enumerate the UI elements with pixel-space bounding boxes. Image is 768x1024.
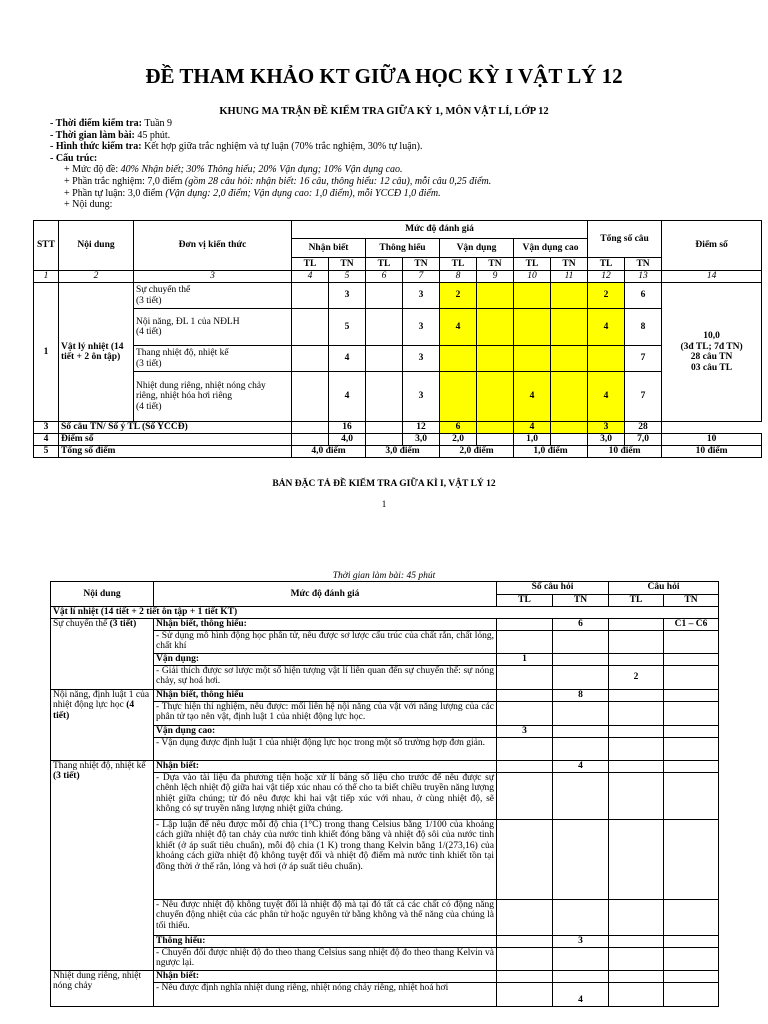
info-mc-value: (gồm 28 câu hỏi: nhận biết: 16 câu, thông hiểu: 12 câu), mỗi câu 0,25 điểm. — [184, 175, 492, 187]
matrix-total-row — [34, 446, 762, 458]
time-note: Thời gian làm bài: 45 phút — [332, 571, 436, 581]
cell-empty — [609, 947, 664, 970]
spec-header-count: Số câu hỏi — [497, 582, 609, 595]
row4-total-tl: 3,0 — [588, 434, 625, 446]
cell-empty — [497, 630, 553, 653]
info-essay — [50, 188, 750, 200]
cell-empty — [553, 630, 609, 653]
requirement-desc: - Nêu được nhiệt độ không tuyệt đối là nhiệt độ mà tại đó tất cả các chất có động năng chuyển động nhiệt của các phân tử hoặc nguyên tử bằng không và thế năng của chúng là tối thiểu. — [154, 899, 497, 935]
unit-th-tn: 3 — [403, 346, 440, 372]
row5-stt: 5 — [34, 446, 59, 458]
cell-empty — [497, 935, 553, 947]
requirement-desc: - Vận dụng được định luật 1 của nhiệt động lực học trong một số trường hợp đơn giản. — [154, 737, 497, 760]
cell-empty — [609, 689, 664, 701]
matrix-unit-row — [34, 346, 762, 372]
column-number: 3 — [134, 271, 292, 283]
cell-empty — [497, 760, 553, 772]
cell-empty — [477, 309, 514, 346]
requirement-desc: - Sử dụng mô hình động học phân tử, nêu được sơ lược cấu trúc của chất rắn, chất lỏng, chất khí — [154, 630, 497, 653]
unit-name: Thang nhiệt độ, nhiệt kế (3 tiết) — [134, 346, 292, 372]
column-number: 10 — [514, 271, 551, 283]
unit-vdc-tl — [514, 309, 551, 346]
cell-empty — [553, 899, 609, 935]
cell-empty — [551, 346, 588, 372]
matrix-header-row — [34, 221, 762, 239]
row4-vd-tl: 2,0 — [440, 434, 477, 446]
header-unit: Đơn vị kiến thức — [134, 221, 292, 271]
unit-total-tl: 4 — [588, 372, 625, 422]
count-tn: 8 — [553, 689, 609, 701]
unit-total-tn: 7 — [625, 372, 662, 422]
row4-score: 10 — [662, 434, 762, 446]
cell-empty — [497, 665, 553, 689]
tl-label: TL — [440, 258, 477, 271]
unit-vd-tl — [440, 372, 477, 422]
row4-nb-tn: 4,0 — [329, 434, 366, 446]
header-content: Nội dung — [59, 221, 134, 271]
header-stt: STT — [34, 221, 59, 271]
cell-empty — [366, 372, 403, 422]
column-number: 12 — [588, 271, 625, 283]
row1-stt: 1 — [34, 283, 59, 422]
cell-empty — [292, 372, 329, 422]
matrix-table — [33, 220, 762, 458]
unit-name: Nội năng, ĐL 1 của NĐLH (4 tiết) — [134, 309, 292, 346]
row5-total: 10 điểm — [588, 446, 662, 458]
unit-name: Nhiệt dung riêng, nhiệt nóng chảy riêng, nhiệt hóa hơi riêng (4 tiết) — [134, 372, 292, 422]
requirement-desc: - Chuyển đổi được nhiệt độ đo theo thang Celsius sang nhiệt độ đo theo thang Kelvin và ngược lại. — [154, 947, 497, 970]
level-understand: Thông hiểu — [366, 239, 440, 258]
cell-empty — [497, 618, 553, 630]
cell-empty — [551, 372, 588, 422]
info-structure — [50, 153, 750, 165]
info-duration — [50, 130, 750, 142]
unit-total-tn: 7 — [625, 346, 662, 372]
unit-th-tn: 3 — [403, 372, 440, 422]
cell-empty — [664, 701, 719, 725]
info-content-label: + Nội dung: — [64, 199, 113, 211]
spec-row — [51, 760, 719, 772]
cell-empty — [292, 346, 329, 372]
info-time — [50, 118, 750, 130]
tn-label: TN — [329, 258, 366, 271]
row5-nb: 4,0 điểm — [292, 446, 366, 458]
cell-empty — [497, 701, 553, 725]
tl-label: TL — [292, 258, 329, 271]
cell-empty — [664, 630, 719, 653]
cell-empty — [664, 653, 719, 665]
row5-vd: 2,0 điểm — [440, 446, 514, 458]
cell-empty — [664, 819, 719, 899]
unit-name: Sự chuyển thể (3 tiết) — [134, 283, 292, 309]
topic-hours: (4 tiết) — [53, 700, 135, 721]
unit-th-tn: 3 — [403, 283, 440, 309]
row3-total-tn: 28 — [625, 422, 662, 434]
row3-vdc-tl: 4 — [514, 422, 551, 434]
count-tn: 6 — [553, 618, 609, 630]
info-form-value: Kết hợp giữa trắc nghiệm và tự luận (70% trắc nghiệm, 30% tự luận). — [141, 141, 423, 153]
cell-empty — [664, 935, 719, 947]
column-number: 13 — [625, 271, 662, 283]
cell-empty — [609, 772, 664, 819]
unit-total-tl: 2 — [588, 283, 625, 309]
topic-name — [51, 760, 154, 970]
cell-empty — [609, 819, 664, 899]
level-label: Thông hiểu: — [154, 935, 497, 947]
info-duration-label: - Thời gian làm bài: — [50, 129, 135, 141]
unit-nb-tn: 5 — [329, 309, 366, 346]
topic-title: Sự chuyển thể — [53, 618, 110, 629]
cell-empty — [551, 309, 588, 346]
row4-stt: 4 — [34, 434, 59, 446]
requirement-desc: - Giải thích được sơ lược một số hiện tượng vật lí liên quan đến sự chuyển thể: sự nóng chảy, sự hoá hơi. — [154, 665, 497, 689]
topic-hours: (3 tiết) — [109, 618, 137, 629]
cell-empty — [553, 737, 609, 760]
cell-empty — [609, 653, 664, 665]
matrix-unit-row — [34, 309, 762, 346]
unit-vd-tl: 4 — [440, 309, 477, 346]
count-tn: 4 — [553, 760, 609, 772]
topic-title: Nội năng, định luật 1 của nhiệt động lực học — [53, 689, 150, 710]
column-number: 9 — [477, 271, 514, 283]
unit-total-tn: 8 — [625, 309, 662, 346]
cell-empty — [609, 935, 664, 947]
column-number: 1 — [34, 271, 59, 283]
row5-vdc: 1,0 điểm — [514, 446, 588, 458]
spec-header-row — [51, 582, 719, 595]
column-number: 6 — [366, 271, 403, 283]
info-level-label: + Mức độ đề: — [64, 164, 121, 176]
header-score: Điểm số — [662, 221, 762, 271]
cell-empty — [609, 982, 664, 1006]
count-tn: 3 — [553, 935, 609, 947]
cell-empty — [366, 434, 403, 446]
matrix-unit-row — [34, 372, 762, 422]
topic-hours: (3 tiết) — [53, 771, 80, 781]
matrix-count-row — [34, 422, 762, 434]
topic-name — [51, 689, 154, 760]
tl-label: TL — [609, 595, 664, 607]
column-number: 11 — [551, 271, 588, 283]
cell-empty — [609, 701, 664, 725]
cell-empty — [551, 422, 588, 434]
cell-empty — [292, 283, 329, 309]
spec-header-content: Nội dung — [51, 582, 154, 607]
topic-name — [51, 618, 154, 689]
tn-label: TN — [553, 595, 609, 607]
matrix-score-row — [34, 434, 762, 446]
cell-empty — [553, 947, 609, 970]
row4-th-tn: 3,0 — [403, 434, 440, 446]
tn-label: TN — [477, 258, 514, 271]
unit-vdc-tl: 4 — [514, 372, 551, 422]
level-label: Nhận biết, thông hiểu — [154, 689, 497, 701]
cell-empty — [497, 970, 553, 982]
column-number-row — [34, 271, 762, 283]
tl-label: TL — [497, 595, 553, 607]
tn-label: TN — [403, 258, 440, 271]
spec-row — [51, 689, 719, 701]
cell-empty — [664, 725, 719, 737]
cell-empty — [551, 283, 588, 309]
cell-empty — [497, 947, 553, 970]
cell-empty — [609, 630, 664, 653]
cell-empty — [477, 283, 514, 309]
info-level-value: 40% Nhận biết; 30% Thông hiểu; 20% Vận dụng; 10% Vận dụng cao. — [120, 164, 403, 176]
row5-label: Tổng số điểm — [59, 446, 292, 458]
cell-empty — [553, 653, 609, 665]
question-tn: C1 – C6 — [664, 618, 719, 630]
row1-content: Vật lý nhiệt (14 tiết + 2 ôn tập) — [59, 283, 134, 422]
spec-section-label: Vật lí nhiệt (14 tiết + 2 tiết ôn tập + 1 tiết KT) — [51, 606, 719, 618]
level-apply-high: Vận dụng cao — [514, 239, 588, 258]
unit-nb-tn: 3 — [329, 283, 366, 309]
row3-label: Số câu TN/ Số ý TL (Số YCCĐ) — [59, 422, 292, 434]
row3-vd-tl: 6 — [440, 422, 477, 434]
cell-empty — [553, 725, 609, 737]
level-label: Nhận biết, thông hiểu: — [154, 618, 497, 630]
cell-empty — [497, 689, 553, 701]
column-number: 4 — [292, 271, 329, 283]
unit-vdc-tl — [514, 283, 551, 309]
unit-nb-tn: 4 — [329, 372, 366, 422]
header-total: Tổng số câu — [588, 221, 662, 258]
count-tl: 1 — [497, 653, 553, 665]
cell-empty — [366, 309, 403, 346]
cell-empty — [609, 737, 664, 760]
row4-vdc-tl: 1,0 — [514, 434, 551, 446]
exam-info — [50, 118, 750, 211]
count-tl: 3 — [497, 725, 553, 737]
level-apply: Vận dụng — [440, 239, 514, 258]
cell-empty — [664, 947, 719, 970]
cell-empty — [664, 970, 719, 982]
row3-total-tl: 3 — [588, 422, 625, 434]
tn-label: TN — [551, 258, 588, 271]
cell-empty — [609, 618, 664, 630]
tl-label: TL — [588, 258, 625, 271]
cell-empty — [497, 772, 553, 819]
count-tn: 4 — [553, 982, 609, 1006]
tl-label: TL — [366, 258, 403, 271]
unit-total-tn: 6 — [625, 283, 662, 309]
row3-stt: 3 — [34, 422, 59, 434]
column-number: 2 — [59, 271, 134, 283]
page-number: 1 — [381, 500, 387, 510]
info-level — [50, 164, 750, 176]
spec-section-title: BẢN ĐẶC TẢ ĐỀ KIỂM TRA GIỮA KÌ I, VẬT LÝ 12 — [272, 479, 496, 489]
cell-empty — [292, 434, 329, 446]
spec-header-level: Mức độ đánh giá — [154, 582, 497, 607]
column-number: 8 — [440, 271, 477, 283]
requirement-desc: - Thực hiện thí nghiệm, nêu được: mối liên hệ nội năng của vật với năng lượng của các phân tử tạo nên vật, định luật 1 của nhiệt động lực học. — [154, 701, 497, 725]
unit-total-tl — [588, 346, 625, 372]
row4-label: Điểm số — [59, 434, 292, 446]
tn-label: TN — [625, 258, 662, 271]
info-time-value: Tuần 9 — [142, 118, 173, 129]
row4-total-tn: 7,0 — [625, 434, 662, 446]
column-number: 7 — [403, 271, 440, 283]
requirement-desc: - Lập luận để nêu được mỗi độ chia (1°C) trong thang Celsius bằng 1/100 của khoảng cách giữa nhiệt độ tan chảy của nước tinh khiết đóng băng và nhiệt độ sôi của nước tinh khiết (ở áp suất tiêu chuẩn), mỗi độ chia (1 K) trong thang Kelvin bằng 1/(273,16) của khoảng cách giữa nhiệt độ không tuyệt đối và nhiệt độ điểm mà nước tinh khiết tồn tại đồng thời ở thể rắn, lỏng và hơi (ở áp suất tiêu chuẩn). — [154, 819, 497, 899]
question-tl: 2 — [609, 665, 664, 689]
level-recognize: Nhận biết — [292, 239, 366, 258]
unit-th-tn: 3 — [403, 309, 440, 346]
unit-nb-tn: 4 — [329, 346, 366, 372]
info-form — [50, 141, 750, 153]
cell-empty — [477, 422, 514, 434]
info-essay-label: + Phần tự luận: 3,0 điểm — [64, 187, 166, 199]
spec-section-row — [51, 606, 719, 618]
cell-empty — [366, 422, 403, 434]
unit-vd-tl: 2 — [440, 283, 477, 309]
info-content — [50, 199, 750, 211]
info-mc — [50, 176, 750, 188]
cell-empty — [664, 982, 719, 1006]
unit-vd-tl — [440, 346, 477, 372]
column-number: 14 — [662, 271, 762, 283]
cell-empty — [477, 346, 514, 372]
cell-empty — [497, 982, 553, 1006]
requirement-desc: - Dựa vào tài liệu đa phương tiện hoặc xử lí bảng số liệu cho trước để nêu được sự chênh lệch nhiệt độ giữa hai vật tiếp xúc nhau có thể cho ta biết chiều truyền năng lượng nhiệt giữa chúng; từ đó nêu được khi hai vật tiếp xúc với nhau, ở cùng nhiệt độ, sẽ không có sự truyền năng lượng nhiệt giữa chúng. — [154, 772, 497, 819]
cell-empty — [609, 725, 664, 737]
cell-empty — [609, 970, 664, 982]
spec-table — [50, 581, 719, 1007]
row3-th-tn: 12 — [403, 422, 440, 434]
cell-empty — [664, 899, 719, 935]
info-structure-label: - Cấu trúc: — [50, 152, 98, 164]
cell-empty — [553, 701, 609, 725]
cell-empty — [553, 665, 609, 689]
cell-empty — [497, 819, 553, 899]
cell-empty — [292, 309, 329, 346]
unit-total-tl: 4 — [588, 309, 625, 346]
column-number: 5 — [329, 271, 366, 283]
cell-empty — [664, 689, 719, 701]
info-mc-label: + Phần trắc nghiệm: 7,0 điểm — [64, 175, 185, 187]
topic-title: Thang nhiệt độ, nhiệt kế — [53, 760, 146, 771]
cell-empty — [664, 760, 719, 772]
total-score-cell: 10,0 (3đ TL; 7đ TN) 28 câu TN 03 câu TL — [662, 283, 762, 422]
info-essay-value: (Vận dụng: 2,0 điểm; Vận dụng cao: 1,0 điểm), mỗi YCCĐ 1,0 điểm. — [165, 187, 441, 199]
cell-empty — [609, 760, 664, 772]
spec-row — [51, 618, 719, 630]
cell-empty — [664, 772, 719, 819]
cell-empty — [497, 737, 553, 760]
cell-empty — [292, 422, 329, 434]
cell-empty — [551, 434, 588, 446]
spec-row — [51, 970, 719, 982]
cell-empty — [553, 970, 609, 982]
row3-nb-tn: 16 — [329, 422, 366, 434]
level-label: Vận dụng cao: — [154, 725, 497, 737]
info-time-label: - Thời điểm kiểm tra: — [50, 118, 143, 129]
tn-label: TN — [664, 595, 719, 607]
cell-empty — [664, 665, 719, 689]
cell-empty — [664, 737, 719, 760]
cell-empty — [366, 346, 403, 372]
page-title: ĐỀ THAM KHẢO KT GIỮA HỌC KỲ I VẬT LÝ 12 — [145, 64, 623, 88]
cell-empty — [553, 819, 609, 899]
matrix-subtitle: KHUNG MA TRẬN ĐỀ KIỂM TRA GIỮA KỲ 1, MÔN VẬT LÍ, LỚP 12 — [219, 106, 549, 117]
info-duration-value: 45 phút. — [134, 129, 171, 141]
level-label: Vận dụng: — [154, 653, 497, 665]
cell-empty — [477, 434, 514, 446]
unit-vdc-tl — [514, 346, 551, 372]
topic-name: Nhiệt dung riêng, nhiệt nóng chảy — [51, 970, 154, 1006]
header-level: Mức độ đánh giá — [292, 221, 588, 239]
tl-label: TL — [514, 258, 551, 271]
row5-th: 3,0 điểm — [366, 446, 440, 458]
level-label: Nhận biết: — [154, 970, 497, 982]
cell-empty — [497, 899, 553, 935]
spec-header-question: Câu hỏi — [609, 582, 719, 595]
level-label: Nhận biết: — [154, 760, 497, 772]
row5-score: 10 điểm — [662, 446, 762, 458]
cell-empty — [609, 899, 664, 935]
cell-empty — [553, 772, 609, 819]
requirement-desc: - Nêu được định nghĩa nhiệt dung riêng, nhiệt nóng chảy riêng, nhiệt hoá hơi — [154, 982, 497, 1006]
cell-empty — [477, 372, 514, 422]
info-form-label: - Hình thức kiểm tra: — [50, 141, 142, 153]
matrix-unit-row — [34, 283, 762, 309]
cell-empty — [366, 283, 403, 309]
